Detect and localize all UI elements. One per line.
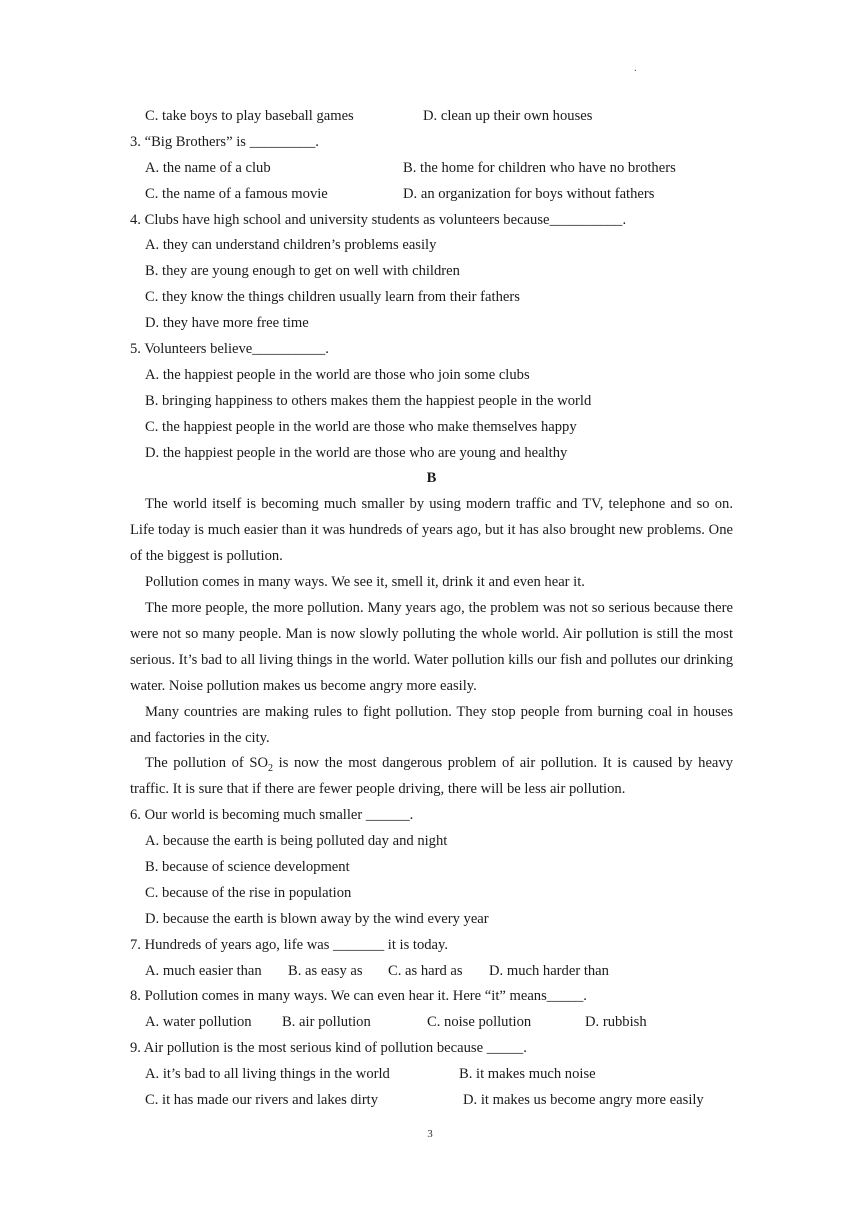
q8-option-c: C. noise pollution	[427, 1014, 532, 1031]
q6-option-d: D. because the earth is blown away by the wind every year	[145, 910, 489, 927]
q4-option-c: C. they know the things children usually learn from their fathers	[145, 289, 520, 306]
q5-option-a: A. the happiest people in the world are those who join some clubs	[145, 366, 530, 383]
q3-options-cd	[130, 182, 733, 208]
q5-option-c: C. the happiest people in the world are those who make themselves happy	[145, 418, 577, 435]
q7-option-b: B. as easy as	[288, 962, 363, 979]
q4-option-b: B. they are young enough to get on well with children	[145, 263, 460, 280]
q4-stem: 4. Clubs have high school and university students as volunteers because__________.	[130, 211, 627, 228]
q6-option-b: B. because of science development	[145, 859, 350, 876]
passage-paragraph-2: Pollution comes in many ways. We see it, smell it, drink it and even hear it.	[145, 574, 585, 591]
q7-option-c: C. as hard as	[388, 962, 463, 979]
q3-option-d: D. an organization for boys without fathers	[403, 185, 655, 202]
section-heading-b: B	[426, 470, 437, 487]
q9-option-c: C. it has made our rivers and lakes dirty	[145, 1092, 379, 1109]
q3-option-b: B. the home for children who have no brothers	[403, 159, 676, 176]
q5-stem: 5. Volunteers believe__________.	[130, 341, 329, 358]
q8-option-a: A. water pollution	[145, 1014, 252, 1031]
page-number: 3	[427, 1128, 433, 1140]
q9-stem: 9. Air pollution is the most serious kind of pollution because _____.	[130, 1040, 527, 1057]
q4-option-a: A. they can understand children’s problems easily	[145, 237, 437, 254]
q9-options-ab	[130, 1062, 733, 1088]
q9-option-d: D. it makes us become angry more easily	[463, 1092, 704, 1109]
p5-text-before: The pollution of SO	[145, 755, 269, 772]
q2-option-c: C. take boys to play baseball games	[145, 108, 354, 124]
q9-option-b: B. it makes much noise	[459, 1066, 596, 1083]
passage-paragraph-1: The world itself is becoming much smaller by using modern traffic and TV, telephone and so on. Life today is much easier than it was hundreds of years ago, but it has also brought new problems. One of the biggest is pollution.	[130, 496, 733, 565]
q8-option-b: B. air pollution	[282, 1014, 371, 1031]
p5-subscript: 2	[268, 763, 274, 775]
q6-option-c: C. because of the rise in population	[145, 884, 352, 901]
q5-option-b: B. bringing happiness to others makes them the happiest people in the world	[145, 392, 592, 409]
q4-option-d: D. they have more free time	[145, 315, 309, 332]
header-mark: .	[634, 62, 637, 74]
q3-option-c: C. the name of a famous movie	[145, 185, 328, 202]
q8-options	[130, 1010, 733, 1036]
q2-option-d: D. clean up their own houses	[423, 108, 593, 124]
q7-option-d: D. much harder than	[489, 962, 609, 979]
q6-stem: 6. Our world is becoming much smaller ______.	[130, 807, 414, 824]
q9-options-cd	[130, 1088, 733, 1114]
q7-option-a: A. much easier than	[145, 962, 262, 979]
exam-content	[130, 104, 733, 1114]
q6-option-a: A. because the earth is being polluted day and night	[145, 833, 448, 850]
passage-paragraph-3: The more people, the more pollution. Many years ago, the problem was not so serious because there were not so many people. Man is now slowly polluting the whole world. Air pollution is still the most serious. It’s bad to all living things in the world. Water pollution kills our fish and pollutes our drinking water. Noise pollution makes us become angry more easily.	[130, 599, 733, 694]
q2-options-cd	[130, 104, 733, 130]
q8-stem: 8. Pollution comes in many ways. We can even hear it. Here “it” means_____.	[130, 988, 587, 1005]
q9-option-a: A. it’s bad to all living things in the world	[145, 1066, 390, 1083]
q3-option-a: A. the name of a club	[145, 159, 271, 176]
passage-paragraph-4: Many countries are making rules to fight pollution. They stop people from burning coal in houses and factories in the city.	[130, 703, 733, 746]
q3-options-ab	[130, 156, 733, 182]
q7-options	[130, 959, 733, 985]
passage-paragraph-5	[130, 751, 733, 803]
q5-option-d: D. the happiest people in the world are those who are young and healthy	[145, 444, 568, 461]
q8-option-d: D. rubbish	[585, 1014, 647, 1031]
q3-stem: 3. “Big Brothers” is _________.	[130, 133, 319, 150]
q7-stem: 7. Hundreds of years ago, life was _______ it is today.	[130, 936, 449, 953]
p5-text-after: is now the most dangerous problem of air pollution. It is caused by heavy traffic. It is sure that if there are fewer people driving, there will be less air pollution.	[130, 755, 733, 798]
